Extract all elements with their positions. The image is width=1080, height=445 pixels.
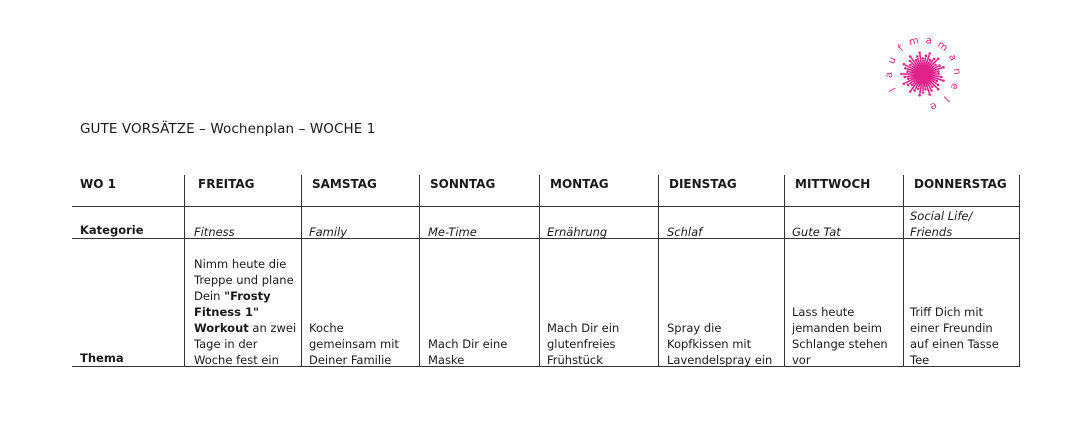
category-cell: Gute Tat xyxy=(792,225,841,239)
topic-cell: Koche gemeinsam mit Deiner Familie xyxy=(309,321,399,367)
logo-letter: m xyxy=(907,35,921,49)
logo-letter: f xyxy=(896,43,906,54)
logo-dot xyxy=(918,94,921,97)
logo-dot xyxy=(909,64,912,67)
logo-dot xyxy=(931,85,934,88)
logo-letter: a xyxy=(945,52,959,63)
day-header-thursday: DONNERSTAG xyxy=(914,177,1007,191)
logo-dot xyxy=(922,91,925,94)
topic-highlight: "Frosty Fitness 1" Workout xyxy=(194,289,271,335)
weekly-plan-table xyxy=(72,170,1020,368)
logo-core xyxy=(916,67,930,81)
category-cell: Me-Time xyxy=(428,225,477,239)
logo-dot xyxy=(942,66,945,69)
logo-dot xyxy=(934,64,937,67)
logo-letter: m xyxy=(935,39,950,54)
logo-dot xyxy=(938,64,941,67)
logo-letter: u xyxy=(886,55,899,66)
day-header-sunday: SONNTAG xyxy=(430,177,496,191)
logo-dot xyxy=(909,60,912,63)
logo-dot xyxy=(928,52,931,55)
logo-dot xyxy=(936,80,939,83)
logo-dot xyxy=(924,88,927,91)
column-divider xyxy=(419,175,420,367)
row-label-category: Kategorie xyxy=(80,223,144,237)
column-divider xyxy=(539,175,540,367)
category-cell: Fitness xyxy=(194,225,235,239)
column-divider xyxy=(658,175,659,367)
logo-dot xyxy=(942,79,945,82)
logo-dot xyxy=(940,76,943,79)
category-cell: Social Life/ Friends xyxy=(910,209,973,239)
logo-letter: n xyxy=(950,68,963,76)
logo-dot xyxy=(917,87,920,90)
logo-letter: l xyxy=(941,93,951,104)
logo-dot xyxy=(933,58,936,61)
day-header-saturday: SAMSTAG xyxy=(312,177,377,191)
logo-dot xyxy=(915,59,918,62)
day-header-monday: MONTAG xyxy=(550,177,609,191)
logo-dot xyxy=(937,57,940,60)
logo-dot xyxy=(929,59,932,62)
logo-dot xyxy=(937,70,940,73)
logo-dot xyxy=(907,84,910,87)
column-divider xyxy=(1019,175,1020,367)
day-header-wednesday: MITTWOCH xyxy=(795,177,871,191)
column-divider xyxy=(184,175,185,367)
logo-dot xyxy=(925,54,928,57)
logo-letter: a xyxy=(924,35,933,47)
category-cell: Family xyxy=(309,225,348,239)
column-divider xyxy=(784,175,785,367)
topic-cell: Spray die Kopfkissen mit Lavendelspray ein xyxy=(667,321,773,367)
week-label: WO 1 xyxy=(80,177,116,191)
logo-dot xyxy=(903,76,906,79)
category-cell: Ernährung xyxy=(547,225,608,239)
topic-cell: Lass heute jemanden beim Schlange stehen vor xyxy=(792,305,888,367)
logo-dot xyxy=(922,57,925,60)
logo-dot xyxy=(913,89,916,92)
topic-cell xyxy=(194,256,298,368)
column-divider xyxy=(301,175,302,367)
topic-text: an zwei Tage in der Woche fest ein xyxy=(194,321,297,367)
column-divider xyxy=(903,175,904,367)
logo-dot xyxy=(909,55,912,58)
page-title: GUTE VORSÄTZE – Wochenplan – WOCHE 1 xyxy=(80,121,376,137)
topic-cell: Mach Dir eine Maske xyxy=(428,337,508,367)
logo-dot xyxy=(903,82,906,85)
logo-dot xyxy=(903,63,906,66)
logo-letter: e xyxy=(947,81,961,92)
topic-cell: Triff Dich mit einer Freundin auf einen Tasse Tee xyxy=(910,305,999,367)
logo-dot xyxy=(900,73,903,76)
logo-letter: e xyxy=(928,99,938,113)
logo-dot xyxy=(909,90,912,93)
logo-dot xyxy=(937,84,940,87)
day-header-friday: FREITAG xyxy=(198,177,255,191)
day-header-tuesday: DIENSTAG xyxy=(669,177,737,191)
logo-dot xyxy=(928,93,931,96)
logo-letter: a xyxy=(883,71,896,79)
topic-cell: Mach Dir ein glutenfreies Frühstück xyxy=(547,321,620,367)
logo-dot xyxy=(904,67,907,70)
logo-dot xyxy=(911,84,914,87)
logo-dot xyxy=(918,51,921,54)
logo-dot xyxy=(906,70,909,73)
laufmamanele-logo xyxy=(868,26,978,126)
logo-letter: l xyxy=(887,85,899,93)
logo-dot xyxy=(930,89,933,92)
topic-text: Nimm heute die Treppe und plane Dein xyxy=(194,257,294,303)
category-cell: Schlaf xyxy=(667,225,703,239)
logo-dot xyxy=(937,88,940,91)
logo-dot xyxy=(916,55,919,58)
header-rule xyxy=(72,206,1020,207)
logo-dot xyxy=(907,77,910,80)
logo-dot xyxy=(937,73,940,76)
row-label-topic: Thema xyxy=(80,351,124,365)
